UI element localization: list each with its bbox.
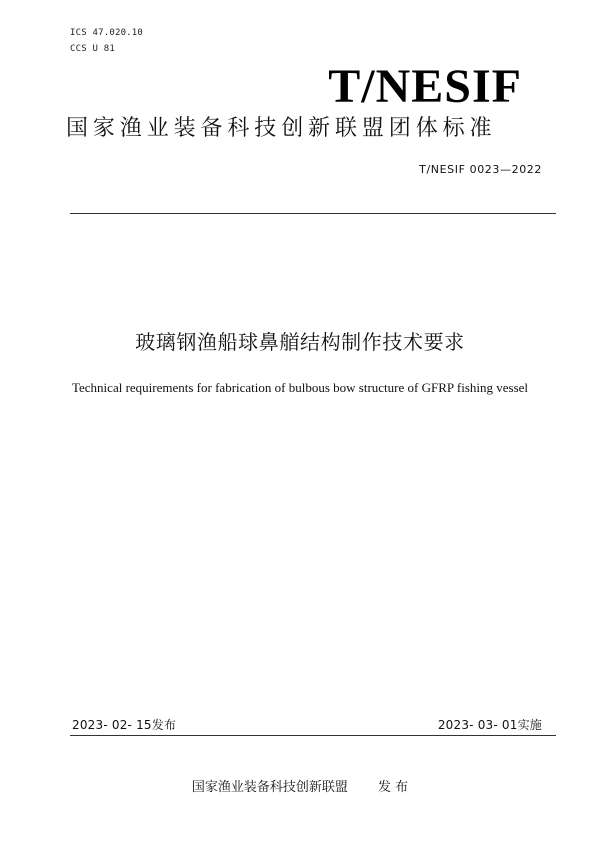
ccs-code: CCS U 81	[70, 44, 115, 54]
ics-code: ICS 47.020.10	[70, 28, 144, 38]
top-divider	[70, 213, 556, 214]
publisher-line	[0, 776, 600, 795]
org-standard-name: 国家渔业装备科技创新联盟团体标准	[66, 116, 497, 141]
implementation-date: 2023- 03- 01实施	[437, 718, 542, 732]
document-title-english: Technical requirements for fabrication of bulbous bow structure of GFRP fishing vessel	[71, 380, 529, 395]
org-code-logo: T/NESIF	[328, 60, 522, 113]
issue-date: 2023- 02- 15发布	[72, 718, 177, 732]
document-title-chinese: 玻璃钢渔船球鼻艏结构制作技术要求	[135, 330, 465, 354]
publish-action: 发 布	[377, 780, 409, 795]
publisher-name: 国家渔业装备科技创新联盟	[191, 780, 348, 795]
bottom-divider	[70, 735, 556, 736]
standard-number: T/NESIF 0023—2022	[419, 163, 542, 176]
